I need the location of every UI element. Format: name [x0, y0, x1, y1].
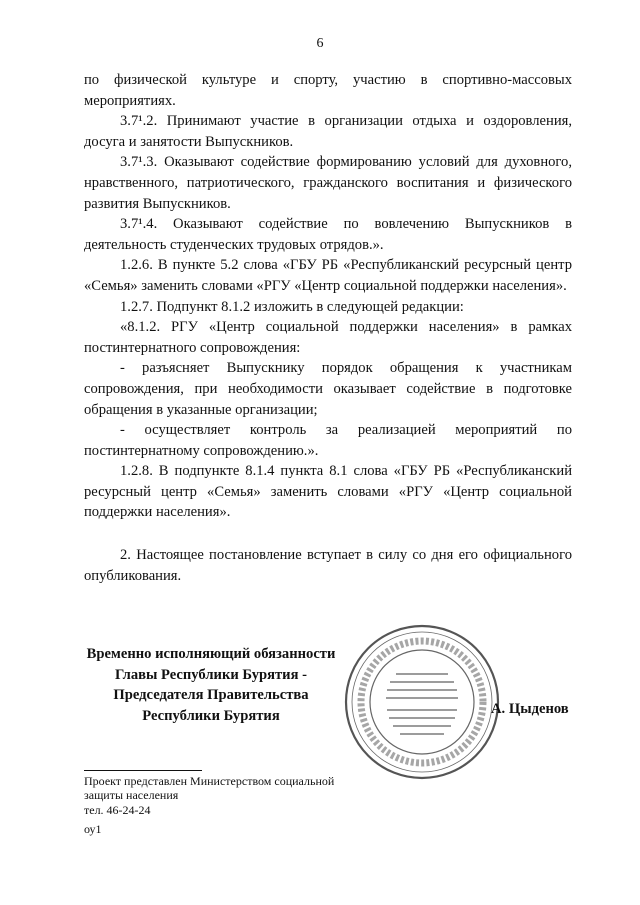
- paragraph-8: - разъясняет Выпускнику порядок обращения к участникам сопровождения, при необходимости оказывает содействие в подготовке обращения в указанные организации;: [84, 360, 572, 418]
- signer-name: А. Цыденов: [491, 701, 569, 717]
- paragraph-1: по физической культуре и спорту, участию в спортивно-массовых мероприятиях.: [84, 72, 572, 109]
- page-number: 6: [316, 36, 324, 51]
- paragraph-7: «8.1.2. РГУ «Центр социальной поддержки населения» в рамках постинтернатного сопровождения:: [84, 319, 572, 356]
- paragraph-9: - осуществляет контроль за реализацией мероприятий по постинтернатному сопровождению.».: [84, 422, 572, 459]
- paragraph-4: 3.7¹.4. Оказывают содействие по вовлечению Выпускников в деятельность студенческих трудовых отрядов.».: [84, 216, 572, 253]
- signature-title-line: Главы Республики Бурятия -: [115, 666, 307, 683]
- paragraph-2: 3.7¹.2. Принимают участие в организации отдыха и оздоровления, досуга и занятости Выпускников.: [84, 113, 572, 150]
- footer-divider: [84, 770, 202, 771]
- paragraph-6: 1.2.7. Подпункт 8.1.2 изложить в следующей редакции:: [120, 298, 464, 315]
- footer-line: Проект представлен Министерством социальной: [84, 774, 335, 788]
- signature-title-line: Республики Бурятия: [142, 707, 280, 724]
- paragraph-10: 1.2.8. В подпункте 8.1.4 пункта 8.1 слова «ГБУ РБ «Республиканский ресурсный центр «Семья» заменить словами «РГУ «Центр социальной поддержки населения».: [84, 463, 572, 521]
- official-seal-icon: [342, 622, 502, 782]
- document-code: оу1: [84, 822, 102, 836]
- signature-title: [80, 644, 342, 726]
- paragraph-11: 2. Настоящее постановление вступает в силу со дня его официального опубликования.: [84, 547, 572, 584]
- paragraph-gap: [84, 523, 572, 545]
- paragraph-3: 3.7¹.3. Оказывают содействие формированию условий для духовного, нравственного, патриотического, гражданского воспитания и физического развития Выпускников.: [84, 154, 572, 212]
- signature-title-line: Временно исполняющий обязанности: [86, 646, 336, 662]
- footer-note: [84, 774, 384, 817]
- paragraph-5: 1.2.6. В пункте 5.2 слова «ГБУ РБ «Республиканский ресурсный центр «Семья» заменить словами «РГУ «Центр социальной поддержки населения».: [84, 257, 572, 294]
- footer-line: защиты населения: [84, 788, 179, 803]
- document-body: [84, 70, 572, 586]
- signature-title-line: Председателя Правительства: [113, 687, 309, 703]
- footer-line: тел. 46-24-24: [84, 802, 151, 817]
